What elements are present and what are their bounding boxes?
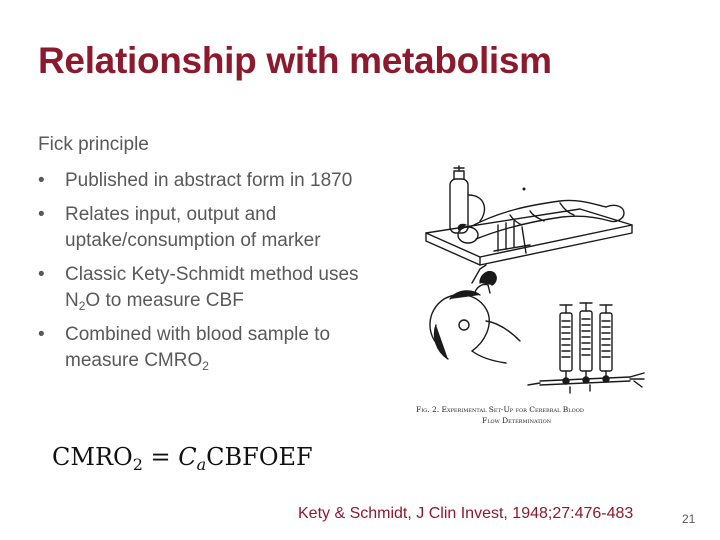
formula-variable: C [178, 443, 197, 471]
bullet-item [38, 168, 368, 194]
formula-lhs: CMRO [52, 443, 133, 471]
page-number: 21 [682, 512, 696, 526]
bullet-subscript: 2 [202, 359, 209, 373]
bullet-text: Relates input, output and uptake/consumption of marker [65, 204, 321, 251]
bullet-text: Published in abstract form in 1870 [65, 170, 353, 191]
bullet-dot: • [38, 170, 45, 191]
bullet-item [38, 202, 368, 254]
bullet-list [38, 168, 368, 382]
bullet-text-post: O to measure CBF [85, 290, 244, 311]
experimental-setup-illustration [410, 165, 660, 435]
bullet-item [38, 262, 368, 314]
formula-lhs-subscript: 2 [132, 455, 143, 474]
formula-rhs: CBFOEF [206, 443, 313, 471]
bullet-text-pre: Combined with blood sample to measure CMRO [65, 324, 331, 371]
bullet-text-pre: Classic Kety-Schmidt method uses N [65, 264, 359, 311]
bullet-subscript: 2 [78, 299, 86, 313]
citation: Kety & Schmidt, J Clin Invest, 1948;27:476-483 [298, 505, 634, 522]
figure-caption-line1: Fig. 2. Experimental Set-Up for Cerebral Blood [416, 405, 584, 414]
formula-variable-subscript: a [196, 455, 207, 474]
illustration-svg [410, 165, 660, 435]
bullet-dot: • [38, 264, 45, 285]
bullet-item [38, 322, 368, 374]
cmro2-formula [52, 443, 313, 474]
figure-caption-line2: Flow Determination [482, 416, 552, 425]
bullet-dot: • [38, 204, 45, 225]
lead-text: Fick principle [38, 134, 149, 155]
bullet-dot: • [38, 324, 45, 345]
slide-title: Relationship with metabolism [38, 40, 552, 81]
formula-equals: = [142, 443, 179, 471]
